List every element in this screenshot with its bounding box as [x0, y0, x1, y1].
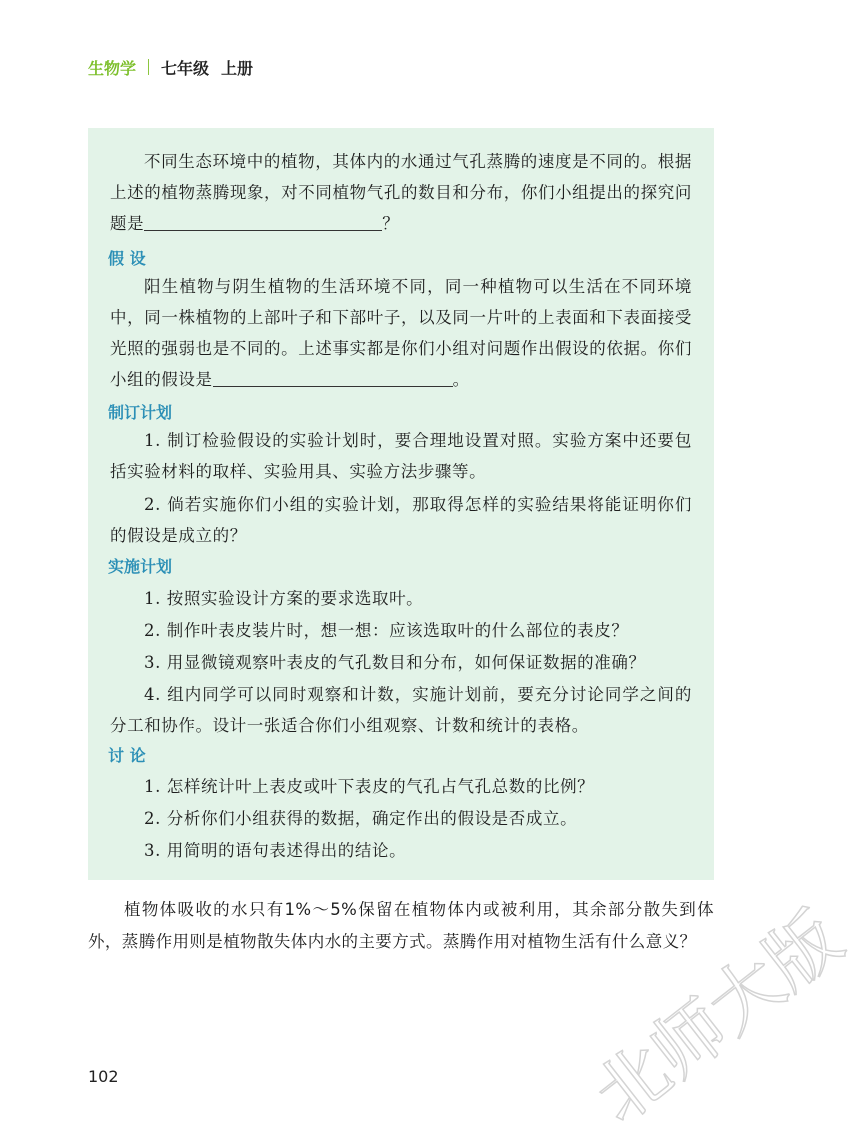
activity-box — [88, 128, 714, 880]
intro-text: 不同生态环境中的植物，其体内的水通过气孔蒸腾的速度是不同的。根据上述的植物蒸腾现象，对不同植物气孔的数目和分布，你们小组提出的探究问题是 — [110, 152, 692, 233]
section-title-hypothesis: 假 设 — [108, 249, 146, 268]
header-grade: 七年级 — [161, 58, 210, 78]
header-divider — [148, 59, 149, 75]
hypothesis-text: 阳生植物与阴生植物的生活环境不同，同一种植物可以生活在不同环境中，同一株植物的上部叶子和下部叶子，以及同一片叶的上表面和下表面接受光照的强弱也是不同的。上述事实都是你们小组对问题作出假设的依据。你们小组的假设是 — [110, 277, 692, 389]
answer-blank-hypothesis — [213, 370, 453, 387]
hypothesis-end: 。 — [452, 370, 470, 389]
implement-item: 3. 用显微镜观察叶表皮的气孔数目和分布，如何保证数据的准确？ — [144, 653, 646, 672]
running-header — [88, 55, 253, 79]
body-paragraph: 植物体吸收的水只有1%～5%保留在植物体内或被利用，其余部分散失到体外，蒸腾作用则是植物散失体内水的主要方式。蒸腾作用对植物生活有什么意义？ — [88, 900, 714, 951]
header-subject: 生物学 — [88, 58, 137, 78]
section-title-implement: 实施计划 — [108, 557, 173, 576]
discuss-item: 3. 用简明的语句表述得出的结论。 — [144, 841, 407, 860]
section-title-plan: 制订计划 — [108, 403, 173, 422]
page-number: 102 — [88, 1067, 119, 1086]
plan-item: 2. 倘若实施你们小组的实验计划，那取得怎样的实验结果将能证明你们的假设是成立的？ — [110, 495, 692, 545]
implement-item: 1. 按照实验设计方案的要求选取叶。 — [144, 589, 424, 608]
intro-end: ？ — [382, 214, 400, 233]
intro-paragraph — [110, 146, 692, 239]
header-volume: 上册 — [221, 58, 254, 78]
discuss-item: 2. 分析你们小组获得的数据，确定作出的假设是否成立。 — [144, 809, 578, 828]
watermark-text: 北师大版 — [578, 894, 858, 1139]
hypothesis-paragraph — [110, 271, 692, 395]
answer-blank-question — [144, 214, 382, 231]
implement-item: 2. 制作叶表皮装片时，想一想：应该选取叶的什么部位的表皮？ — [144, 621, 629, 640]
plan-item: 1. 制订检验假设的实验计划时，要合理地设置对照。实验方案中还要包括实验材料的取样、实验用具、实验方法步骤等。 — [110, 431, 692, 481]
implement-item: 4. 组内同学可以同时观察和计数，实施计划前，要充分讨论同学之间的分工和协作。设计一张适合你们小组观察、计数和统计的表格。 — [110, 685, 692, 735]
discuss-item: 1. 怎样统计叶上表皮或叶下表皮的气孔占气孔总数的比例？ — [144, 777, 595, 796]
section-title-discuss: 讨 论 — [108, 746, 146, 765]
